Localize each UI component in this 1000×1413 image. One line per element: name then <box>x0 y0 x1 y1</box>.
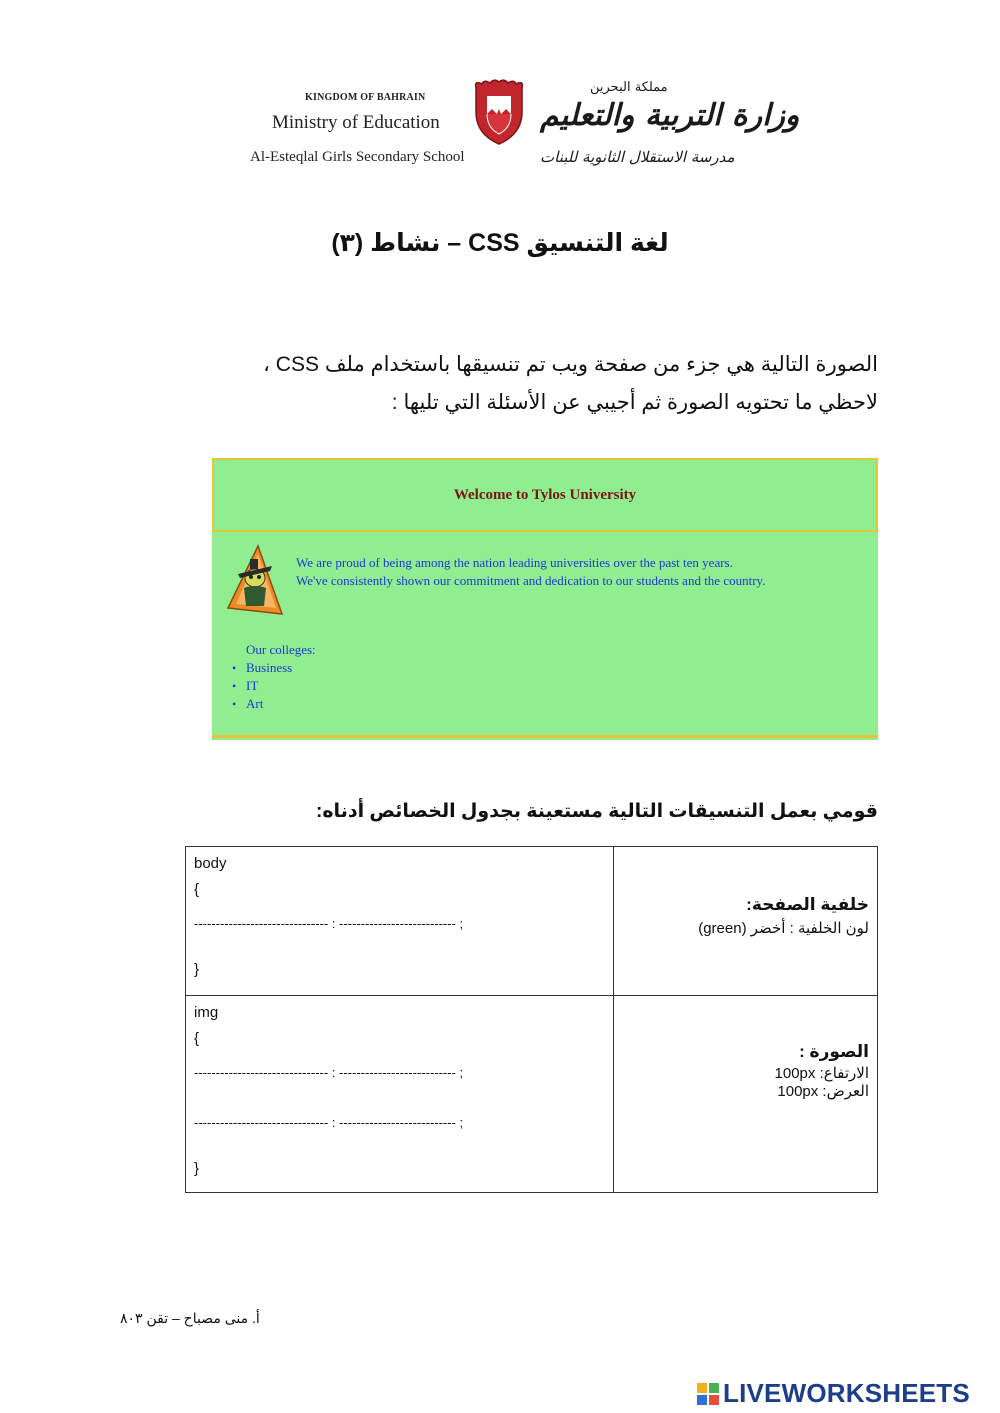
webpage-heading: Welcome to Tylos University <box>212 458 878 532</box>
body-selector: body <box>194 855 227 872</box>
img-height-detail: الارتفاع: 100px <box>774 1065 869 1082</box>
webpage-paragraph-line-2: We've consistently shown our commitment and dedication to our students and the country. <box>296 573 766 588</box>
instruction-text: قومي بعمل التنسيقات التالية مستعينة بجدول الخصائص أدناه: <box>316 801 878 822</box>
table-row <box>186 847 878 996</box>
wizard-image-icon <box>224 544 286 620</box>
img-selector: img <box>194 1004 219 1021</box>
ministry-ar: وزارة التربية والتعليم <box>540 98 800 133</box>
kingdom-en: KINGDOM OF BAHRAIN <box>305 92 426 103</box>
img-answer-line-1[interactable]: ------------------------------- : --------------------------- ; <box>194 1065 464 1080</box>
intro-line-2: لاحظي ما تحتويه الصورة ثم أجيبي عن الأسئلة التي تليها : <box>391 391 878 414</box>
liveworksheets-logo <box>697 1378 970 1409</box>
body-code-cell <box>186 847 614 996</box>
open-brace: { <box>194 1030 200 1047</box>
list-item: • Business <box>246 659 316 677</box>
body-heading: خلفية الصفحة: <box>746 895 869 914</box>
colleges-list <box>246 659 316 713</box>
ministry-en: Ministry of Education <box>272 112 440 133</box>
list-item: • Art <box>246 695 316 713</box>
list-item: • IT <box>246 677 316 695</box>
webpage-bottom-border <box>212 735 878 738</box>
webpage-screenshot <box>212 458 878 740</box>
body-detail: لون الخلفية : أخضر (green) <box>698 920 869 937</box>
img-code-cell <box>186 996 614 1193</box>
page-title: لغة التنسيق CSS – نشاط (٣) <box>331 229 669 257</box>
img-answer-line-2[interactable]: ------------------------------- : --------------------------- ; <box>194 1115 464 1130</box>
teacher-signature: أ. منى مصباح – تقن ٨٠٣ <box>120 1310 260 1326</box>
webpage-colleges <box>246 641 316 713</box>
webpage-paragraph <box>296 554 866 590</box>
img-heading: الصورة : <box>799 1042 869 1061</box>
kingdom-ar: مملكة البحرين <box>590 80 668 95</box>
body-answer-line[interactable]: ------------------------------- : --------------------------- ; <box>194 916 464 931</box>
close-brace: } <box>194 1160 200 1177</box>
body-description-cell <box>614 847 878 996</box>
liveworksheets-logo-icon <box>697 1383 719 1405</box>
intro-line-1: الصورة التالية هي جزء من صفحة ويب تم تنسيقها باستخدام ملف CSS ، <box>263 353 878 376</box>
img-width-detail: العرض: 100px <box>777 1083 869 1100</box>
open-brace: { <box>194 881 200 898</box>
school-ar: مدرسة الاستقلال الثانوية للبنات <box>540 148 735 166</box>
school-en: Al-Esteqlal Girls Secondary School <box>250 149 465 165</box>
bahrain-emblem-icon <box>470 78 528 146</box>
table-row <box>186 996 878 1193</box>
liveworksheets-brand: LIVEWORKSHEETS <box>723 1378 970 1408</box>
img-description-cell <box>614 996 878 1193</box>
webpage-paragraph-line-1: We are proud of being among the nation leading universities over the past ten years. <box>296 555 733 570</box>
colleges-label: Our colleges: <box>246 642 316 657</box>
close-brace: } <box>194 961 200 978</box>
intro-text <box>118 346 878 422</box>
css-properties-table <box>185 846 878 1193</box>
